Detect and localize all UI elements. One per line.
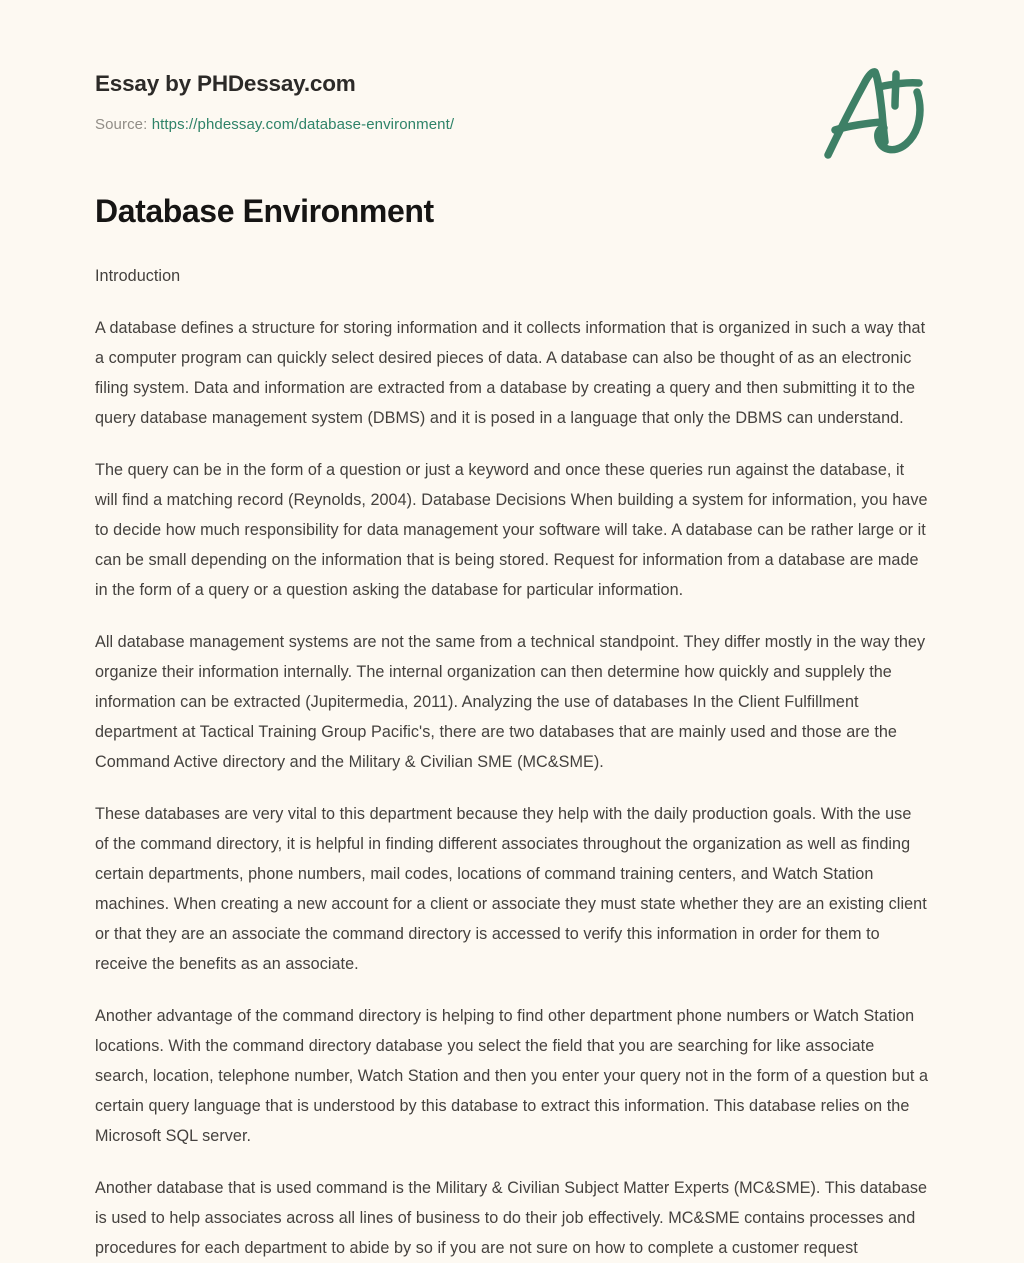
brand-title: Essay by PHDessay.com — [95, 71, 356, 96]
source-label: Source: — [95, 116, 148, 133]
paragraph-intro-label: Introduction — [95, 266, 181, 285]
source-url-link[interactable]: https://phdessay.com/database-environment/ — [151, 116, 455, 133]
page-header — [95, 0, 929, 135]
logo-plus-vertical — [895, 74, 896, 106]
paragraph: The query can be in the form of a question or just a keyword and once these queries run against the database, it will find a matching record (Reynolds, 2004). Database Decisions When building a system for information, you have to decide how much responsibility for data management your software will take. A database can be rather large or it can be small depending on the information that is being stored. Request for information from a database are made in the form of a query or a question asking the database for particular information. — [95, 460, 928, 599]
paragraph: A database defines a structure for storing information and it collects information that is organized in such a way that a computer program can quickly select desired pieces of data. A database can also be thought of as an electronic filing system. Data and information are extracted from a database by creating a query and then submitting it to the query database management system (DBMS) and it is posed in a language that only the DBMS can understand. — [95, 318, 926, 427]
aplus-logo — [820, 62, 932, 162]
paragraph: Another advantage of the command directory is helping to find other department phone numbers or Watch Station locations. With the command directory database you select the field that you are searching for like associate search, location, telephone number, Watch Station and then you enter your query not in the form of a question but a certain query language that is understood by this database to extract this information. This database relies on the Microsoft SQL server. — [95, 1006, 929, 1145]
paragraph: These databases are very vital to this department because they help with the daily production goals. With the use of the command directory, it is helpful in finding different associates throughout the organization as well as finding certain departments, phone numbers, mail codes, locations of command training centers, and Watch Station machines. When creating a new account for a client or associate they must state whether they are an existing client or that they are an associate the command directory is accessed to verify this information in order for them to receive the benefits as an associate. — [95, 804, 927, 973]
source-line — [95, 115, 929, 135]
paragraph: Another database that is used command is the Military & Civilian Subject Matter Experts (MC&SME). This database is used to help associates across all lines of business to do their job effectively. MC&SME contains processes and procedures for each department to abide by so if you are not sure on how to complete a customer request — [95, 1178, 928, 1257]
page-title: Database Environment — [95, 192, 434, 229]
essay-body — [95, 231, 929, 1263]
logo-plus-horizontal — [879, 83, 919, 87]
paragraph: All database management systems are not the same from a technical standpoint. They differ mostly in the way they organize their information internally. The internal organization can then determine how quickly and supplely the information can be extracted (Jupitermedia, 2011). Analyzing the use of databases In the Client Fulfillment department at Tactical Training Group Pacific's, there are two databases that are mainly used and those are the Command Active directory and the Military & Civilian SME (MC&SME). — [95, 632, 926, 771]
logo-a-left-stroke — [828, 72, 875, 155]
